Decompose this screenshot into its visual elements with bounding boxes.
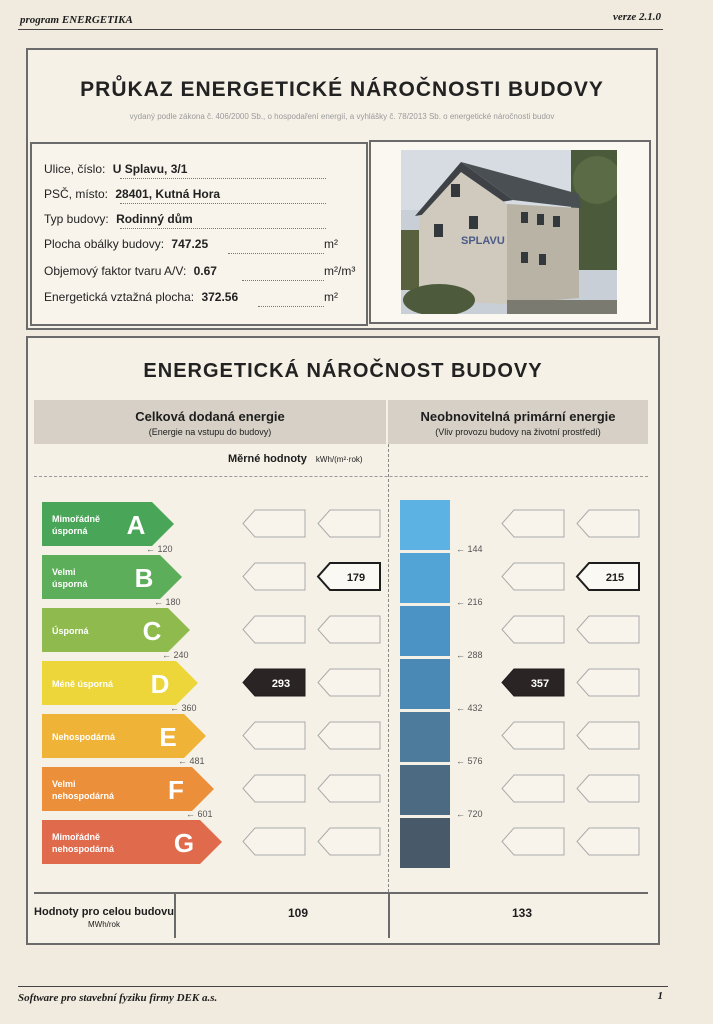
building-photo xyxy=(401,150,617,314)
envelope-unit: m² xyxy=(324,237,338,251)
primary-scale-segment xyxy=(400,606,450,656)
indicator-slot xyxy=(577,616,639,643)
delivered-energy-subtitle: (Energie na vstupu do budovy) xyxy=(148,427,272,437)
version-label: verze 2.1.0 xyxy=(613,11,661,23)
certificate-subtitle: vydaný podle zákona č. 406/2000 Sb., o hospodaření energií, a vyhlášky č. 78/2013 Sb. o energetické náročnosti budov xyxy=(129,112,555,121)
energy-class-b-label: Velmi xyxy=(52,567,76,577)
indicator-slot xyxy=(243,775,305,802)
energy-class-g-label: Mimořádně xyxy=(52,832,101,842)
house-illustration xyxy=(401,150,617,314)
street-label: Ulice, číslo: xyxy=(44,162,106,176)
zip-label: PSČ, místo: xyxy=(44,187,109,201)
energy-class-g-letter: G xyxy=(173,828,195,858)
energy-scale-graphic xyxy=(28,338,658,898)
dotted-line xyxy=(120,178,326,179)
envelope-label: Plocha obálky budovy: xyxy=(44,237,165,251)
street-value: U Splavu, 3/1 xyxy=(112,162,188,176)
reference-area-label: Energetická vztažná plocha: xyxy=(44,290,195,304)
totals-label: Hodnoty pro celou budovu xyxy=(34,906,174,918)
indicator-slot xyxy=(318,616,380,643)
indicator-slot xyxy=(318,510,380,537)
street-row xyxy=(44,162,187,176)
indicator-slot xyxy=(318,669,380,696)
class-threshold-label: ← 240 xyxy=(162,650,189,660)
primary-scale-segment xyxy=(400,765,450,815)
indicator-slot xyxy=(577,828,639,855)
shape-factor-unit: m²/m³ xyxy=(324,264,356,278)
totals-unit: MWh/rok xyxy=(88,920,120,929)
indicator-slot xyxy=(318,828,380,855)
primary-scale-segment xyxy=(400,553,450,603)
specific-values-text: Měrné hodnoty xyxy=(228,453,307,465)
totals-primary-value: 133 xyxy=(512,906,533,920)
energy-class-f-label: Velmi xyxy=(52,779,76,789)
indicator-slot xyxy=(318,722,380,749)
energy-class-c-label: Úsporná xyxy=(52,626,89,636)
indicator-slot xyxy=(502,775,564,802)
primary-threshold-label: ← 288 xyxy=(456,650,483,660)
indicator-slot xyxy=(243,563,305,590)
indicator-slot xyxy=(577,722,639,749)
indicator-slot xyxy=(243,510,305,537)
totals-delivered-cell xyxy=(174,894,390,938)
class-threshold-label: ← 601 xyxy=(186,809,213,819)
type-row xyxy=(44,212,193,226)
shape-factor-label: Objemový faktor tvaru A/V: xyxy=(44,264,187,278)
energy-class-f-label: nehospodárná xyxy=(52,791,115,801)
building-photo-frame xyxy=(369,140,651,324)
delivered-energy-title: Celková dodaná energie xyxy=(135,409,285,424)
energy-performance-box xyxy=(26,336,660,945)
delivered-value-indicator-text: 179 xyxy=(346,572,366,584)
class-threshold-label: ← 481 xyxy=(178,756,205,766)
shape-factor-row xyxy=(44,264,217,278)
energy-class-e-label: Nehospodárná xyxy=(52,732,116,742)
totals-label-cell xyxy=(34,894,176,938)
class-threshold-label: ← 180 xyxy=(154,597,181,607)
certificate-header-box xyxy=(26,48,658,330)
indicator-slot xyxy=(502,510,564,537)
type-label: Typ budovy: xyxy=(44,212,109,226)
certificate-title: PRŮKAZ ENERGETICKÉ NÁROČNOSTI BUDOVY xyxy=(80,78,604,101)
primary-energy-title: Neobnovitelná primární energie xyxy=(420,409,616,424)
energy-section-title: ENERGETICKÁ NÁROČNOST BUDOVY xyxy=(143,360,543,382)
reference-area-value: 372.56 xyxy=(201,290,239,304)
energy-class-b-label: úsporná xyxy=(52,579,88,589)
energy-class-g-arrow xyxy=(42,820,222,864)
page-number: 1 xyxy=(657,990,663,1002)
indicator-slot xyxy=(502,616,564,643)
primary-threshold-label: ← 576 xyxy=(456,756,483,766)
reference-area-row xyxy=(44,290,238,304)
energy-class-a-label: úsporná xyxy=(52,526,88,536)
primary-scale-segment xyxy=(400,818,450,868)
indicator-slot xyxy=(318,775,380,802)
building-info-box xyxy=(30,142,368,326)
indicator-slot xyxy=(577,669,639,696)
energy-class-g-label: nehospodárná xyxy=(52,844,115,854)
indicator-slot xyxy=(502,563,564,590)
class-threshold-label: ← 120 xyxy=(146,544,173,554)
primary-scale-segment xyxy=(400,659,450,709)
energy-class-d-letter: D xyxy=(150,669,170,699)
dotted-line xyxy=(228,253,324,254)
footer-rule xyxy=(18,986,668,987)
dotted-line xyxy=(120,228,326,229)
primary-energy-subtitle: (Vliv provozu budovy na životní prostředí) xyxy=(435,427,601,437)
energy-class-b-letter: B xyxy=(134,563,154,593)
shape-factor-value: 0.67 xyxy=(193,264,217,278)
primary-threshold-label: ← 144 xyxy=(456,544,483,554)
totals-row xyxy=(34,892,648,938)
indicator-slot xyxy=(243,828,305,855)
primary-scale-segment xyxy=(400,500,450,550)
primary-threshold-label: ← 432 xyxy=(456,703,483,713)
indicator-slot xyxy=(577,510,639,537)
energy-class-c-letter: C xyxy=(142,616,162,646)
energy-class-a-letter: A xyxy=(126,510,146,540)
energy-class-a-label: Mimořádně xyxy=(52,514,101,524)
dotted-line xyxy=(258,306,324,307)
primary-value-indicator-text: 215 xyxy=(605,572,625,584)
energy-class-f-letter: F xyxy=(168,775,184,805)
indicator-slot xyxy=(243,616,305,643)
energy-class-e-letter: E xyxy=(159,722,177,752)
dotted-line xyxy=(120,203,326,204)
zip-row xyxy=(44,187,220,201)
indicator-slot xyxy=(502,828,564,855)
primary-scale-segment xyxy=(400,712,450,762)
type-value: Rodinný dům xyxy=(116,212,193,226)
energy-class-d-label: Méně úsporná xyxy=(52,679,114,689)
primary-threshold-label: ← 720 xyxy=(456,809,483,819)
envelope-row xyxy=(44,237,208,251)
dotted-line xyxy=(242,280,324,281)
delivered-value-indicator-text: 293 xyxy=(271,678,291,690)
primary-value-indicator-text: 357 xyxy=(530,678,550,690)
program-name: program ENERGETIKA xyxy=(20,14,133,26)
indicator-slot xyxy=(243,722,305,749)
specific-values-unit: kWh/(m²·rok) xyxy=(315,455,363,464)
header-rule xyxy=(18,29,663,30)
software-credit: Software pro stavební fyziku firmy DEK a.s. xyxy=(18,992,218,1004)
totals-delivered-value: 109 xyxy=(288,906,309,920)
primary-threshold-label: ← 216 xyxy=(456,597,483,607)
indicator-slot xyxy=(577,775,639,802)
house-sign-text: SPLAVU xyxy=(461,235,505,247)
energy-class-a-arrow xyxy=(42,502,174,546)
class-threshold-label: ← 360 xyxy=(170,703,197,713)
reference-area-unit: m² xyxy=(324,290,338,304)
envelope-value: 747.25 xyxy=(171,237,209,251)
energy-class-f-arrow xyxy=(42,767,214,811)
indicator-slot xyxy=(502,722,564,749)
zip-value: 28401, Kutná Hora xyxy=(115,187,221,201)
energy-class-b-arrow xyxy=(42,555,182,599)
